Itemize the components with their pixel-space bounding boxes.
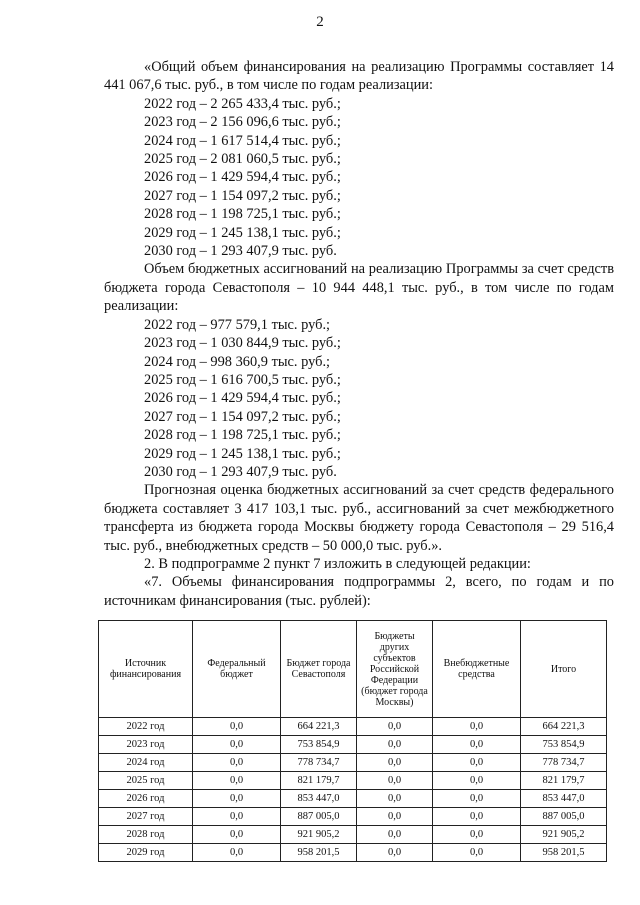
city-budget-year-list	[104, 316, 614, 482]
cell-other: 0,0	[357, 754, 433, 772]
cell-other: 0,0	[357, 718, 433, 736]
cell-other: 0,0	[357, 772, 433, 790]
cell-year: 2029 год	[99, 844, 193, 862]
cell-extra: 0,0	[433, 808, 521, 826]
cell-federal: 0,0	[193, 736, 281, 754]
cell-sevastopol: 821 179,7	[281, 772, 357, 790]
cell-year: 2028 год	[99, 826, 193, 844]
header-other-subjects: Бюджеты других субъектов Российской Федерации (бюджет города Москвы)	[357, 621, 433, 718]
cell-year: 2027 год	[99, 808, 193, 826]
header-source: Источник финансирования	[99, 621, 193, 718]
cell-sevastopol: 921 905,2	[281, 826, 357, 844]
cell-other: 0,0	[357, 790, 433, 808]
year-line: 2027 год – 1 154 097,2 тыс. руб.;	[144, 187, 341, 204]
cell-extra: 0,0	[433, 826, 521, 844]
instruction-paragraph: 2. В подпрограмме 2 пункт 7 изложить в следующей редакции:	[144, 555, 531, 572]
document-body	[104, 58, 614, 610]
cell-total: 778 734,7	[521, 754, 607, 772]
cell-total: 958 201,5	[521, 844, 607, 862]
year-line: 2025 год – 1 616 700,5 тыс. руб.;	[144, 371, 341, 388]
table-row	[99, 826, 607, 844]
year-line: 2029 год – 1 245 138,1 тыс. руб.;	[144, 224, 341, 241]
cell-total: 853 447,0	[521, 790, 607, 808]
cell-sevastopol: 887 005,0	[281, 808, 357, 826]
header-sevastopol: Бюджет города Севастополя	[281, 621, 357, 718]
cell-extra: 0,0	[433, 754, 521, 772]
forecast-paragraph: Прогнозная оценка бюджетных ассигнований за счет средств федерального бюджета составляет 3 417 103,1 тыс. руб., ассигнований за счет межбюджетного трансферта из бюджета города Москвы бюджету города Севастополя – 29 516,4 тыс. руб., внебюджетных средств – 50 000,0 тыс. руб.».	[104, 482, 614, 554]
cell-sevastopol: 853 447,0	[281, 790, 357, 808]
year-line: 2030 год – 1 293 407,9 тыс. руб.	[144, 243, 337, 260]
table-row	[99, 844, 607, 862]
cell-total: 753 854,9	[521, 736, 607, 754]
table-row	[99, 808, 607, 826]
cell-federal: 0,0	[193, 772, 281, 790]
cell-federal: 0,0	[193, 718, 281, 736]
cell-other: 0,0	[357, 736, 433, 754]
cell-year: 2025 год	[99, 772, 193, 790]
cell-extra: 0,0	[433, 736, 521, 754]
header-extrabudgetary: Внебюджетные средства	[433, 621, 521, 718]
year-line: 2027 год – 1 154 097,2 тыс. руб.;	[144, 408, 341, 425]
cell-year: 2022 год	[99, 718, 193, 736]
cell-sevastopol: 958 201,5	[281, 844, 357, 862]
year-line: 2025 год – 2 081 060,5 тыс. руб.;	[144, 151, 341, 168]
year-line: 2026 год – 1 429 594,4 тыс. руб.;	[144, 390, 341, 407]
cell-other: 0,0	[357, 808, 433, 826]
cell-year: 2026 год	[99, 790, 193, 808]
cell-extra: 0,0	[433, 790, 521, 808]
cell-federal: 0,0	[193, 844, 281, 862]
year-line: 2023 год – 1 030 844,9 тыс. руб.;	[144, 335, 341, 352]
point7-paragraph: «7. Объемы финансирования подпрограммы 2, всего, по годам и по источникам финансирования (тыс. рублей):	[104, 574, 614, 609]
year-line: 2022 год – 2 265 433,4 тыс. руб.;	[144, 95, 341, 112]
cell-other: 0,0	[357, 826, 433, 844]
year-line: 2028 год – 1 198 725,1 тыс. руб.;	[144, 427, 341, 444]
year-line: 2026 год – 1 429 594,4 тыс. руб.;	[144, 169, 341, 186]
table-row	[99, 790, 607, 808]
cell-year: 2023 год	[99, 736, 193, 754]
header-federal: Федеральный бюджет	[193, 621, 281, 718]
cell-total: 664 221,3	[521, 718, 607, 736]
year-line: 2029 год – 1 245 138,1 тыс. руб.;	[144, 445, 341, 462]
cell-federal: 0,0	[193, 826, 281, 844]
header-total: Итого	[521, 621, 607, 718]
funding-table	[98, 620, 607, 862]
year-line: 2024 год – 998 360,9 тыс. руб.;	[144, 353, 331, 370]
cell-sevastopol: 778 734,7	[281, 754, 357, 772]
cell-federal: 0,0	[193, 808, 281, 826]
cell-extra: 0,0	[433, 772, 521, 790]
cell-sevastopol: 753 854,9	[281, 736, 357, 754]
year-line: 2030 год – 1 293 407,9 тыс. руб.	[144, 463, 337, 480]
table-row	[99, 736, 607, 754]
cell-extra: 0,0	[433, 844, 521, 862]
cell-total: 821 179,7	[521, 772, 607, 790]
city-budget-paragraph: Объем бюджетных ассигнований на реализацию Программы за счет средств бюджета города Севастополя – 10 944 448,1 тыс. руб., в том числе по годам реализации:	[104, 261, 614, 315]
year-line: 2024 год – 1 617 514,4 тыс. руб.;	[144, 132, 341, 149]
year-line: 2028 год – 1 198 725,1 тыс. руб.;	[144, 206, 341, 223]
page-number: 2	[316, 14, 324, 30]
table-header-row	[99, 621, 607, 718]
cell-total: 887 005,0	[521, 808, 607, 826]
cell-federal: 0,0	[193, 790, 281, 808]
table-row	[99, 772, 607, 790]
year-line: 2023 год – 2 156 096,6 тыс. руб.;	[144, 114, 341, 131]
year-line: 2022 год – 977 579,1 тыс. руб.;	[144, 316, 331, 333]
total-funding-paragraph: «Общий объем финансирования на реализацию Программы составляет 14 441 067,6 тыс. руб., в том числе по годам реализации:	[104, 59, 614, 94]
table-row	[99, 718, 607, 736]
cell-extra: 0,0	[433, 718, 521, 736]
table-row	[99, 754, 607, 772]
total-funding-year-list	[104, 95, 614, 261]
cell-sevastopol: 664 221,3	[281, 718, 357, 736]
cell-federal: 0,0	[193, 754, 281, 772]
cell-year: 2024 год	[99, 754, 193, 772]
cell-other: 0,0	[357, 844, 433, 862]
cell-total: 921 905,2	[521, 826, 607, 844]
